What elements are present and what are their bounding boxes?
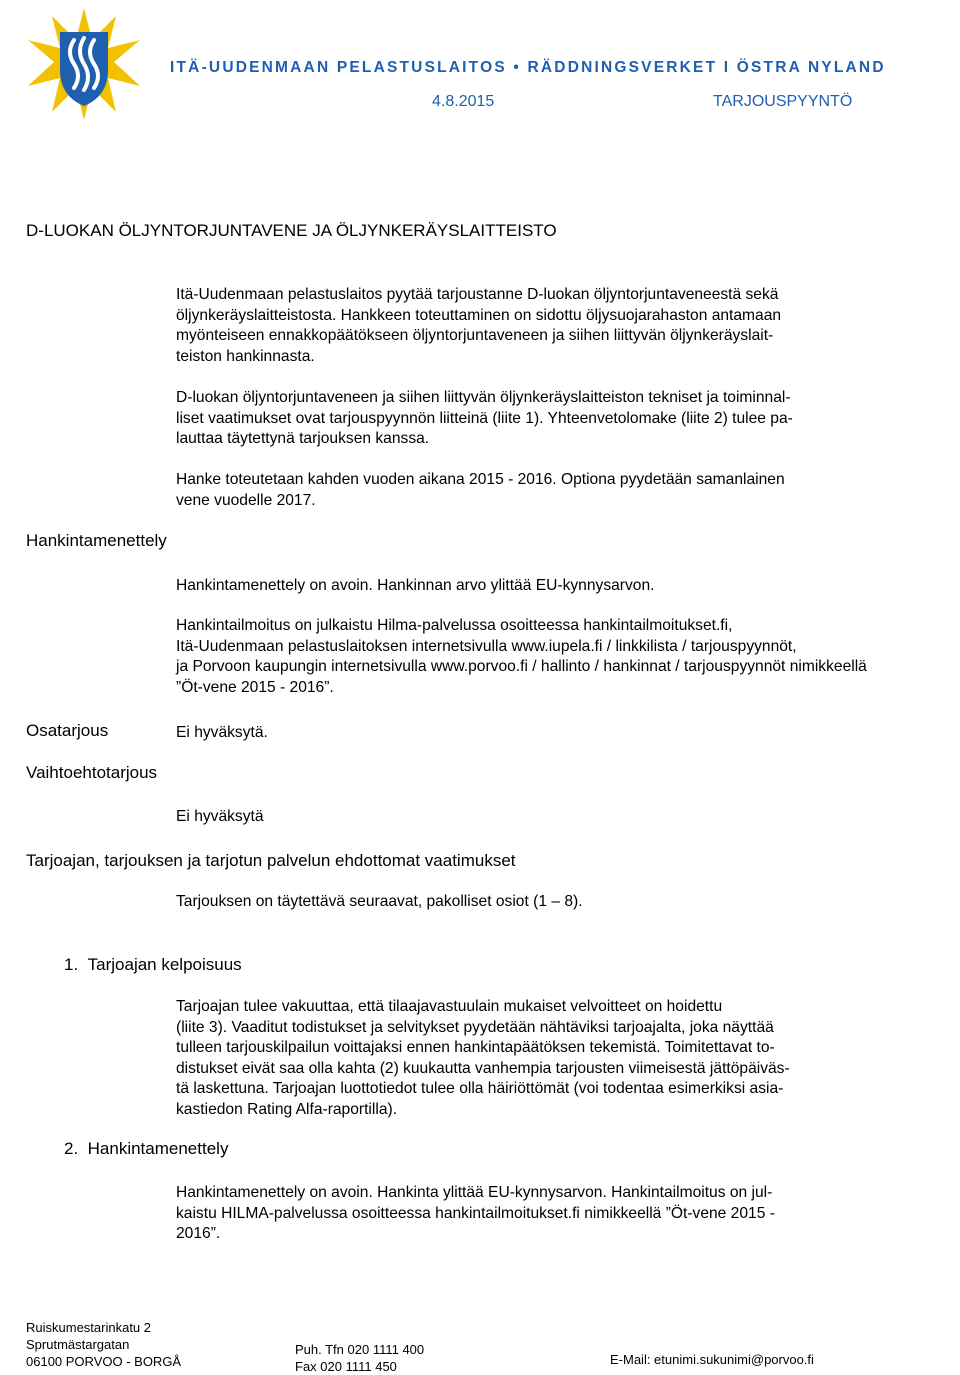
document-type: TARJOUSPYYNTÖ	[713, 93, 853, 110]
timeline-paragraph: Hanke toteutetaan kahden vuoden aikana 2015 - 2016. Optiona pyydetään samanlainen vene vuodelle 2017.	[176, 471, 785, 509]
document-date: 4.8.2015	[432, 93, 495, 110]
item-number: 2.	[64, 1139, 79, 1158]
rescue-emblem-icon	[26, 6, 142, 122]
section-intro: Tarjouksen on täytettävä seuraavat, pakolliset osiot (1 – 8).	[176, 893, 583, 910]
section-heading: Tarjoajan, tarjouksen ja tarjotun palvelun ehdottomat vaatimukset	[26, 851, 516, 870]
footer-address: Ruiskumestarinkatu 2 Sprutmästargatan 06100 PORVOO - BORGÅ	[26, 1320, 182, 1369]
alternative-offer-label: Vaihtoehtotarjous	[26, 763, 158, 782]
organization-banner: ITÄ-UUDENMAAN PELASTUSLAITOS • RÄDDNINGSVERKET I ÖSTRA NYLAND	[170, 59, 886, 76]
footer-phone: Puh. Tfn 020 1111 400 Fax 020 1111 450	[295, 1342, 425, 1374]
partial-offer-label: Osatarjous	[26, 721, 109, 740]
item-number: 1.	[64, 955, 79, 974]
item-body-1: Tarjoajan tulee vakuuttaa, että tilaajavastuulain mukaiset velvoitteet on hoidettu (liite 3). Vaaditut todistukset ja selvitykset pyydetään nähtäviksi tarjoajalta, joka näyttää tulleen tarjouskilpailun voittajaksi ennen hankintapäätöksen tekemistä. Toimitettavat to- distukset eivät saa olla kahta (2) kuukautta vanhempia tarjousten viimeisestä jättöpäiväs- tä laskettuna. Tarjoajan luottotiedot tulee olla häiriöttömät (voi todentaa esimerkiksi asia- kastiedon Rating Alfa-raportilla).	[176, 998, 790, 1118]
intro-paragraph: Itä-Uudenmaan pelastuslaitos pyytää tarjoustanne D-luokan öljyntorjuntaveneestä sekä öljynkeräyslaitteistosta. Hankkeen toteuttaminen on sidottu öljysuojarahaston antamaan myönteiseen ennakkopäätökseen öljyntorjuntaveneen ja siihen liittyvän öljynkeräyslait- teiston hankinnasta.	[176, 286, 782, 365]
item-body-2: Hankintamenettely on avoin. Hankinta ylittää EU-kynnysarvon. Hankintailmoitus on jul- kaistu HILMA-palvelussa osoitteessa hankintailmoitukset.fi nimikkeellä ”Öt-vene 2015 - 2016”.	[176, 1184, 775, 1242]
alternative-offer-value: Ei hyväksytä	[176, 808, 264, 825]
procurement-paragraph: Hankintamenettely on avoin. Hankinnan arvo ylittää EU-kynnysarvon.	[176, 577, 655, 594]
procurement-label: Hankintamenettely	[26, 531, 167, 550]
footer-email: E-Mail: etunimi.sukunimi@porvoo.fi	[610, 1352, 814, 1367]
item-heading-2	[64, 1139, 228, 1159]
requirements-paragraph: D-luokan öljyntorjuntaveneen ja siihen liittyvän öljynkeräyslaitteiston tekniset ja toiminnal- liset vaatimukset ovat tarjouspyynnön liitteinä (liite 1). Yhteenvetolomake (liite 2) tulee pa- lauttaa täytettynä tarjouksen kanssa.	[176, 389, 793, 447]
item-heading-1	[64, 955, 242, 975]
partial-offer-value: Ei hyväksytä.	[176, 724, 268, 741]
notice-paragraph: Hankintailmoitus on julkaistu Hilma-palvelussa osoitteessa hankintailmoitukset.fi, Itä-Uudenmaan pelastuslaitoksen internetsivulla www.iupela.fi / linkkilista / tarjouspyynnöt, ja Porvoon kaupungin internetsivulla www.porvoo.fi / hallinto / hankinnat / tarjouspyynnöt nimikkeellä ”Öt-vene 2015 - 2016”.	[176, 617, 867, 696]
document-title: D-LUOKAN ÖLJYNTORJUNTAVENE JA ÖLJYNKERÄYSLAITTEISTO	[26, 221, 557, 240]
item-title: Tarjoajan kelpoisuus	[87, 955, 242, 974]
item-title: Hankintamenettely	[87, 1139, 229, 1158]
